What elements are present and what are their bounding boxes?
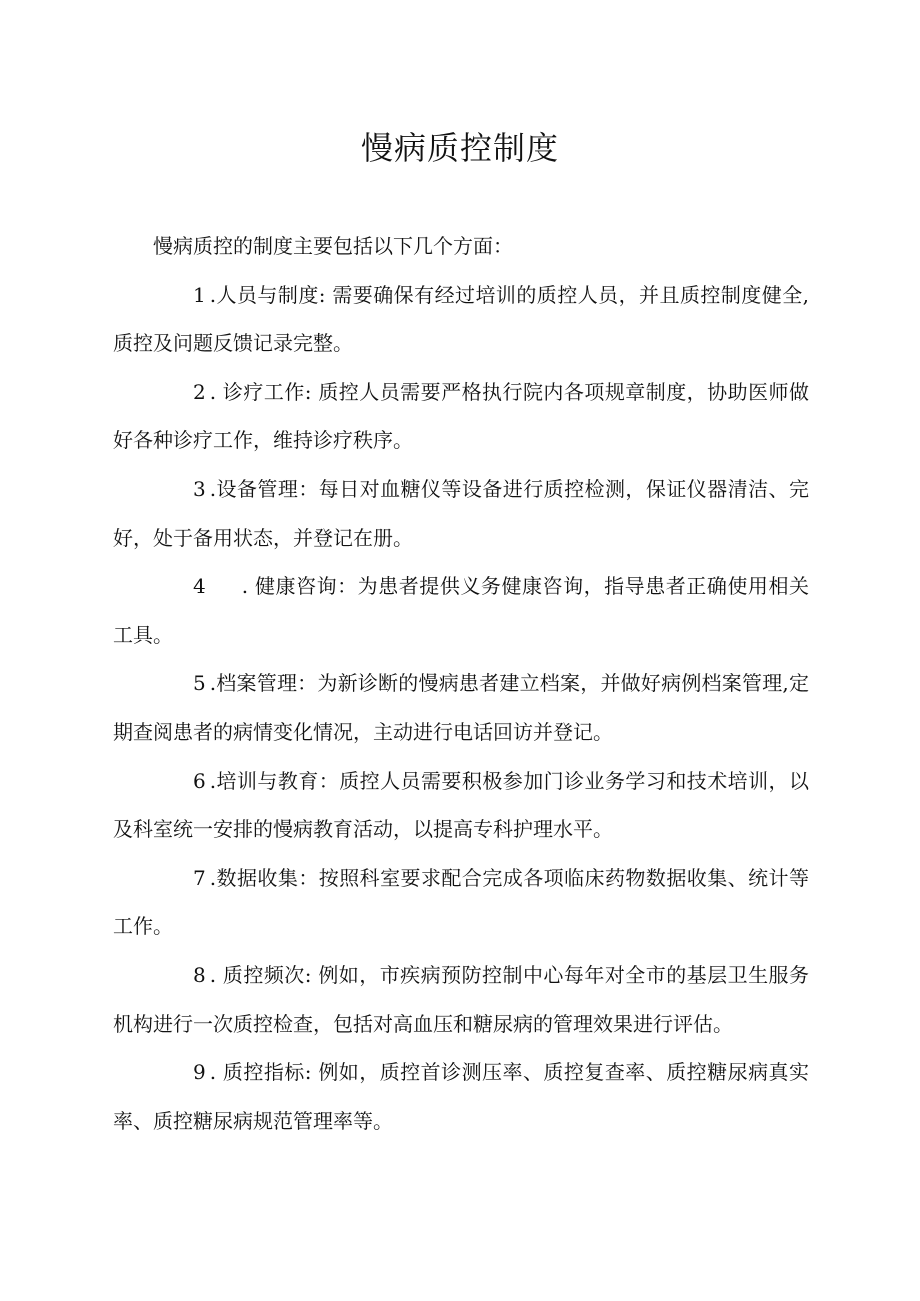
list-item <box>113 465 809 562</box>
list-item <box>113 659 809 756</box>
list-item <box>113 854 809 951</box>
item-number: 2 <box>193 379 206 404</box>
item-text: .档案管理：为新诊断的慢病患者建立档案，并做好病例档案管理,定期查阅患者的病情变化情况，主动进行电话回访并登记。 <box>113 671 809 744</box>
list-item <box>113 271 809 368</box>
document-body <box>113 222 809 1145</box>
list-item <box>113 951 809 1048</box>
item-text: . 质控指标: 例如，质控首诊测压率、质控复查率、质控糖尿病真实率、质控糖尿病规范管理率等。 <box>113 1060 809 1133</box>
item-number: 8 <box>193 962 206 987</box>
list-item <box>113 562 809 659</box>
item-number: 3 <box>193 476 206 501</box>
item-number: 7 <box>193 865 206 890</box>
item-text: . 质控频次: 例如，市疾病预防控制中心每年对全市的基层卫生服务机构进行一次质控检查，包括对高血压和糖尿病的管理效果进行评估。 <box>113 962 809 1036</box>
item-number: 5 <box>193 671 206 696</box>
list-item <box>113 757 809 854</box>
item-text: .数据收集：按照科室要求配合完成各项临床药物数据收集、统计等工作。 <box>113 865 809 939</box>
item-text: . 健康咨询：为患者提供义务健康咨询，指导患者正确使用相关工具。 <box>113 574 809 647</box>
document-title: 慢病质控制度 <box>360 129 559 167</box>
intro-paragraph: 慢病质控的制度主要包括以下几个方面： <box>153 234 513 258</box>
item-text: .培训与教育：质控人员需要积极参加门诊业务学习和技术培训，以及科室统一安排的慢病教育活动，以提高专科护理水平。 <box>113 768 809 842</box>
item-number: 6 <box>193 768 206 793</box>
item-text: . 诊疗工作: 质控人员需要严格执行院内各项规章制度，协助医师做好各种诊疗工作，维持诊疗秩序。 <box>113 379 809 453</box>
item-number: 1 <box>193 282 206 307</box>
list-item <box>113 368 809 465</box>
item-number: 9 <box>193 1060 206 1085</box>
list-item <box>113 1048 809 1145</box>
item-number: 4 <box>193 574 206 599</box>
item-text: .人员与制度: 需要确保有经过培训的质控人员，并且质控制度健全,质控及问题反馈记录完整。 <box>113 282 809 356</box>
item-text: .设备管理：每日对血糖仪等设备进行质控检测，保证仪器清洁、完好，处于备用状态，并登记在册。 <box>113 476 809 550</box>
